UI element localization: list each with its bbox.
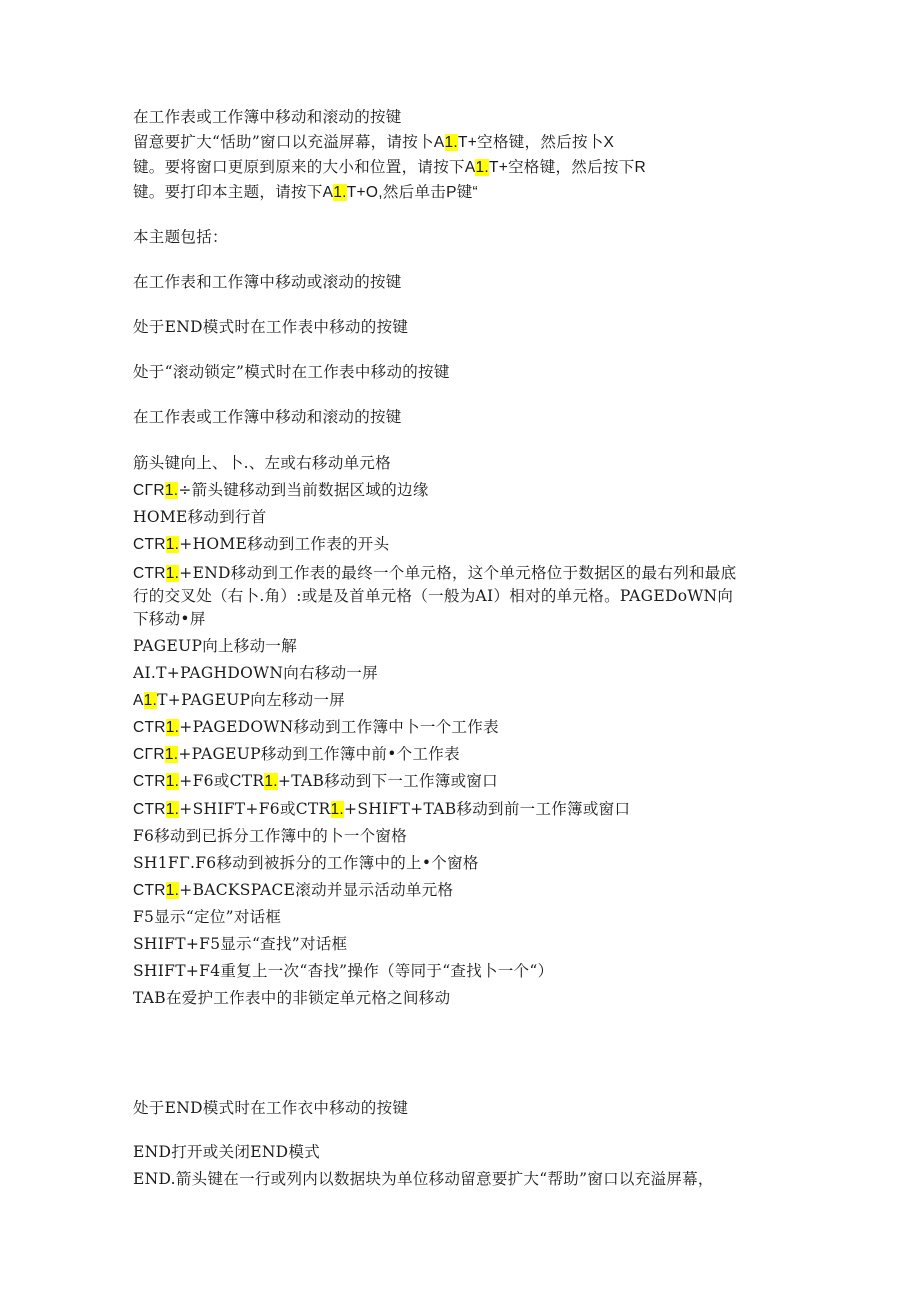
contents-heading: 本主题包括： <box>133 228 228 246</box>
key-entry: F6移动到已拆分工作簿中的卜一个窗格 <box>133 827 408 845</box>
section-heading: 在工作表或工作簿中移动和滚动的按键 <box>133 408 402 426</box>
key-entry: AI.T+PAGHDOWN向右移动一屏 <box>133 664 378 682</box>
intro-line-1: 留意要扩大“恬助”窗口以充溢屏幕，请按卜A1.T+空格键，然后按卜X <box>133 133 615 151</box>
contents-item[interactable]: 处于“滚动锁定”模式时在工作表中移动的按键 <box>133 363 450 381</box>
key-entry: CΓR1.+PAGEUP移动到工作簿中前•个工作表 <box>133 745 460 763</box>
key-entry: CTR1.+HOME移动到工作表的开头 <box>133 535 390 553</box>
intro-line-2: 键。要将窗口更原到原来的大小和位置，请按下A1.T+空格键，然后按下R <box>133 158 646 176</box>
key-entry: SH1FΓ.F6移动到被拆分的工作簿中的上•个窗格 <box>133 854 479 872</box>
key-entry: CTR1.+F6或CTR1.+TAB移动到下一工作簿或窗口 <box>133 772 498 790</box>
key-entry: CTR1.+PAGEDOWN移动到工作簿中卜一个工作表 <box>133 718 499 736</box>
intro-line-3: 键。要打印本主题，请按下A1.T+O,然后单击P键“ <box>133 183 478 201</box>
intro-title: 在工作表或工作簿中移动和滚动的按键 <box>133 108 402 126</box>
section-heading: 处于END模式时在工作衣中移动的按键 <box>133 1099 409 1117</box>
key-entry: SHIFT+F4重复上一次“杳找”操作（等同于“查找卜一个“） <box>133 962 554 980</box>
key-entry: CΓR1.÷箭头键移动到当前数据区域的边缘 <box>133 481 429 499</box>
key-entry: END打开或关闭END模式 <box>133 1143 321 1161</box>
key-entry: CTR1.+END移动到工作表的最终一个单元格，这个单元格位于数据区的最右列和最底 <box>133 564 737 582</box>
key-entry: F5显示“定位”对话框 <box>133 908 282 926</box>
key-entry: HOME移动到行首 <box>133 508 267 526</box>
key-entry: CTR1.+SHIFT+F6或CTR1.+SHIFT+TAB移动到前一工作簿或窗口 <box>133 800 631 818</box>
contents-item[interactable]: 在工作表和工作簿中移动或滚动的按键 <box>133 273 402 291</box>
key-entry: TAB在爱护工作表中的非锁定单元格之间移动 <box>133 989 451 1007</box>
key-entry: SHIFT+F5显示“查找”对话框 <box>133 935 348 953</box>
key-entry-continued: 行的交叉处（右卜.角）:或是及首单元格（一般为AI）相对的单元格。PAGEDoWN向 <box>133 587 734 605</box>
key-entry: 筋头键向上、卜.、左或右移动单元格 <box>133 454 392 472</box>
contents-item[interactable]: 处于END模式时在工作表中移动的按键 <box>133 318 409 336</box>
key-entry: CTR1.+BACKSPACE滚动并显示活动单元格 <box>133 881 454 899</box>
key-entry: PAGEUP向上移动一解 <box>133 637 297 655</box>
key-entry-continued: 下移动•屏 <box>133 610 206 628</box>
key-entry: A1.T+PAGEUP向左移动一屏 <box>133 691 346 709</box>
key-entry: END.箭头键在一行或列内以数据块为单位移动留意要扩大“帮助”窗口以充溢屏幕， <box>133 1170 714 1188</box>
